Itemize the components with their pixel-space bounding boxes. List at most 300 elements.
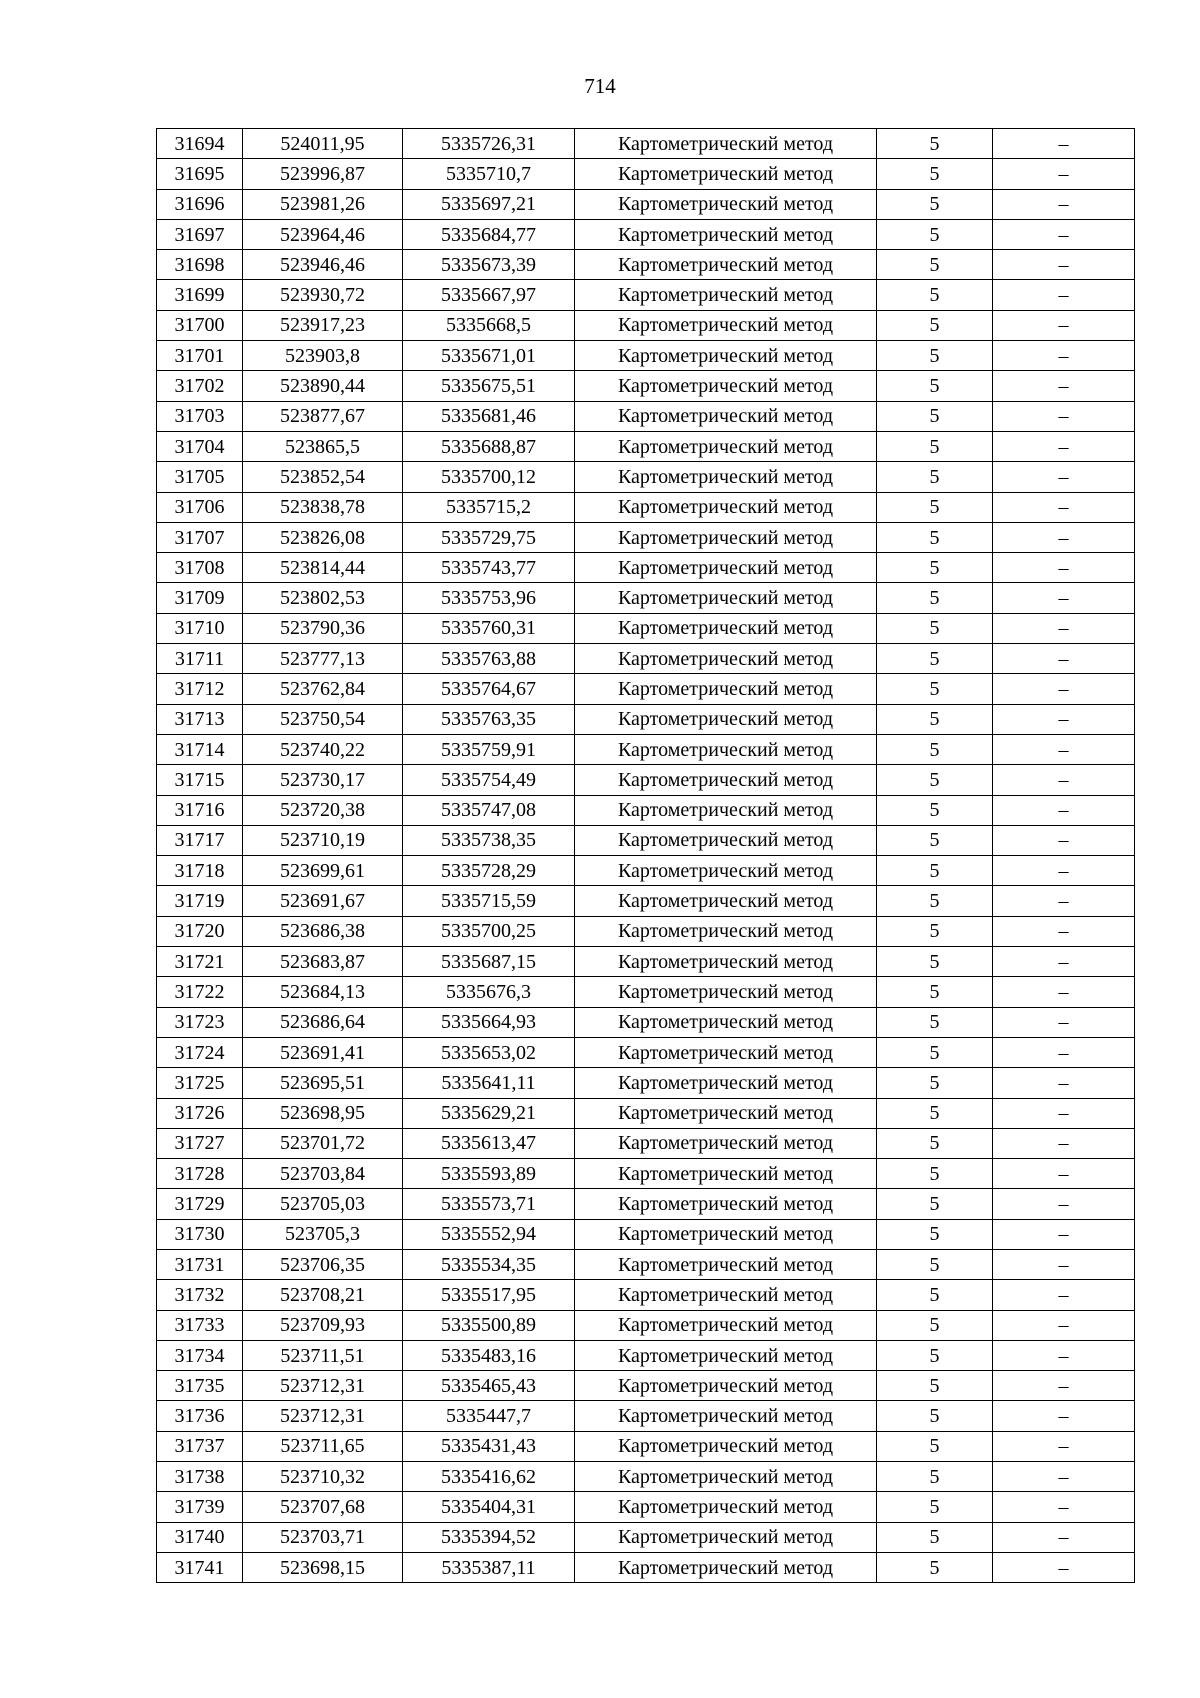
y-coordinate-cell: 5335729,75: [403, 522, 575, 552]
y-coordinate-cell: 5335760,31: [403, 613, 575, 643]
description-cell: –: [993, 462, 1135, 492]
description-cell: –: [993, 765, 1135, 795]
table-row: [157, 947, 1135, 977]
table-row: [157, 583, 1135, 613]
table-row: [157, 644, 1135, 674]
method-cell: Картометрический метод: [575, 1189, 877, 1219]
y-coordinate-cell: 5335763,35: [403, 704, 575, 734]
description-cell: –: [993, 129, 1135, 159]
y-coordinate-cell: 5335726,31: [403, 129, 575, 159]
y-coordinate-cell: 5335613,47: [403, 1128, 575, 1158]
description-cell: –: [993, 219, 1135, 249]
x-coordinate-cell: 523705,3: [243, 1219, 403, 1249]
y-coordinate-cell: 5335573,71: [403, 1189, 575, 1219]
y-coordinate-cell: 5335753,96: [403, 583, 575, 613]
point-number-cell: 31696: [157, 189, 243, 219]
method-cell: Картометрический метод: [575, 1219, 877, 1249]
x-coordinate-cell: 523838,78: [243, 492, 403, 522]
table-row: [157, 613, 1135, 643]
description-cell: –: [993, 1068, 1135, 1098]
accuracy-cell: 5: [877, 674, 993, 704]
method-cell: Картометрический метод: [575, 1280, 877, 1310]
point-number-cell: 31731: [157, 1249, 243, 1279]
point-number-cell: 31722: [157, 977, 243, 1007]
table-row: [157, 250, 1135, 280]
table-row: [157, 734, 1135, 764]
description-cell: –: [993, 341, 1135, 371]
table-row: [157, 522, 1135, 552]
accuracy-cell: 5: [877, 129, 993, 159]
y-coordinate-cell: 5335688,87: [403, 431, 575, 461]
y-coordinate-cell: 5335754,49: [403, 765, 575, 795]
description-cell: –: [993, 1340, 1135, 1370]
point-number-cell: 31717: [157, 825, 243, 855]
description-cell: –: [993, 1037, 1135, 1067]
point-number-cell: 31733: [157, 1310, 243, 1340]
x-coordinate-cell: 523710,32: [243, 1462, 403, 1492]
y-coordinate-cell: 5335500,89: [403, 1310, 575, 1340]
method-cell: Картометрический метод: [575, 1098, 877, 1128]
description-cell: –: [993, 916, 1135, 946]
table-row: [157, 159, 1135, 189]
description-cell: –: [993, 159, 1135, 189]
method-cell: Картометрический метод: [575, 431, 877, 461]
method-cell: Картометрический метод: [575, 734, 877, 764]
accuracy-cell: 5: [877, 613, 993, 643]
y-coordinate-cell: 5335673,39: [403, 250, 575, 280]
y-coordinate-cell: 5335684,77: [403, 219, 575, 249]
description-cell: –: [993, 431, 1135, 461]
accuracy-cell: 5: [877, 1159, 993, 1189]
accuracy-cell: 5: [877, 765, 993, 795]
page-number: 714: [584, 74, 616, 98]
accuracy-cell: 5: [877, 431, 993, 461]
y-coordinate-cell: 5335764,67: [403, 674, 575, 704]
point-number-cell: 31705: [157, 462, 243, 492]
method-cell: Картометрический метод: [575, 1492, 877, 1522]
method-cell: Картометрический метод: [575, 856, 877, 886]
accuracy-cell: 5: [877, 856, 993, 886]
method-cell: Картометрический метод: [575, 189, 877, 219]
x-coordinate-cell: 523740,22: [243, 734, 403, 764]
description-cell: –: [993, 1249, 1135, 1279]
description-cell: –: [993, 674, 1135, 704]
accuracy-cell: 5: [877, 1068, 993, 1098]
table-row: [157, 1219, 1135, 1249]
x-coordinate-cell: 523826,08: [243, 522, 403, 552]
accuracy-cell: 5: [877, 916, 993, 946]
table-row: [157, 1462, 1135, 1492]
method-cell: Картометрический метод: [575, 704, 877, 734]
accuracy-cell: 5: [877, 1462, 993, 1492]
x-coordinate-cell: 523730,17: [243, 765, 403, 795]
description-cell: –: [993, 734, 1135, 764]
coordinates-table: [156, 128, 1135, 1583]
method-cell: Картометрический метод: [575, 1037, 877, 1067]
point-number-cell: 31723: [157, 1007, 243, 1037]
description-cell: –: [993, 553, 1135, 583]
accuracy-cell: 5: [877, 825, 993, 855]
y-coordinate-cell: 5335687,15: [403, 947, 575, 977]
point-number-cell: 31695: [157, 159, 243, 189]
point-number-cell: 31703: [157, 401, 243, 431]
y-coordinate-cell: 5335416,62: [403, 1462, 575, 1492]
point-number-cell: 31721: [157, 947, 243, 977]
y-coordinate-cell: 5335664,93: [403, 1007, 575, 1037]
accuracy-cell: 5: [877, 492, 993, 522]
description-cell: –: [993, 856, 1135, 886]
method-cell: Картометрический метод: [575, 1159, 877, 1189]
y-coordinate-cell: 5335593,89: [403, 1159, 575, 1189]
point-number-cell: 31702: [157, 371, 243, 401]
table-row: [157, 916, 1135, 946]
point-number-cell: 31735: [157, 1371, 243, 1401]
x-coordinate-cell: 523917,23: [243, 310, 403, 340]
description-cell: –: [993, 1401, 1135, 1431]
x-coordinate-cell: 523790,36: [243, 613, 403, 643]
x-coordinate-cell: 523707,68: [243, 1492, 403, 1522]
y-coordinate-cell: 5335715,59: [403, 886, 575, 916]
method-cell: Картометрический метод: [575, 1310, 877, 1340]
accuracy-cell: 5: [877, 1128, 993, 1158]
description-cell: –: [993, 1189, 1135, 1219]
point-number-cell: 31714: [157, 734, 243, 764]
description-cell: –: [993, 1431, 1135, 1461]
method-cell: Картометрический метод: [575, 1431, 877, 1461]
accuracy-cell: 5: [877, 1492, 993, 1522]
accuracy-cell: 5: [877, 219, 993, 249]
description-cell: –: [993, 310, 1135, 340]
x-coordinate-cell: 523684,13: [243, 977, 403, 1007]
x-coordinate-cell: 523996,87: [243, 159, 403, 189]
description-cell: –: [993, 947, 1135, 977]
x-coordinate-cell: 523946,46: [243, 250, 403, 280]
x-coordinate-cell: 523703,71: [243, 1522, 403, 1552]
accuracy-cell: 5: [877, 401, 993, 431]
accuracy-cell: 5: [877, 583, 993, 613]
accuracy-cell: 5: [877, 1037, 993, 1067]
accuracy-cell: 5: [877, 371, 993, 401]
method-cell: Картометрический метод: [575, 1340, 877, 1370]
description-cell: –: [993, 1371, 1135, 1401]
accuracy-cell: 5: [877, 280, 993, 310]
y-coordinate-cell: 5335668,5: [403, 310, 575, 340]
x-coordinate-cell: 523762,84: [243, 674, 403, 704]
point-number-cell: 31730: [157, 1219, 243, 1249]
description-cell: –: [993, 1280, 1135, 1310]
table-row: [157, 189, 1135, 219]
description-cell: –: [993, 644, 1135, 674]
method-cell: Картометрический метод: [575, 765, 877, 795]
y-coordinate-cell: 5335387,11: [403, 1552, 575, 1582]
method-cell: Картометрический метод: [575, 280, 877, 310]
point-number-cell: 31741: [157, 1552, 243, 1582]
point-number-cell: 31716: [157, 795, 243, 825]
x-coordinate-cell: 523708,21: [243, 1280, 403, 1310]
table-row: [157, 1431, 1135, 1461]
x-coordinate-cell: 523686,64: [243, 1007, 403, 1037]
point-number-cell: 31738: [157, 1462, 243, 1492]
method-cell: Картометрический метод: [575, 462, 877, 492]
x-coordinate-cell: 523877,67: [243, 401, 403, 431]
point-number-cell: 31719: [157, 886, 243, 916]
x-coordinate-cell: 523695,51: [243, 1068, 403, 1098]
table-row: [157, 1401, 1135, 1431]
description-cell: –: [993, 977, 1135, 1007]
x-coordinate-cell: 523814,44: [243, 553, 403, 583]
method-cell: Картометрический метод: [575, 553, 877, 583]
x-coordinate-cell: 523706,35: [243, 1249, 403, 1279]
description-cell: –: [993, 371, 1135, 401]
x-coordinate-cell: 523981,26: [243, 189, 403, 219]
point-number-cell: 31711: [157, 644, 243, 674]
point-number-cell: 31728: [157, 1159, 243, 1189]
method-cell: Картометрический метод: [575, 825, 877, 855]
x-coordinate-cell: 523711,51: [243, 1340, 403, 1370]
x-coordinate-cell: 523903,8: [243, 341, 403, 371]
accuracy-cell: 5: [877, 522, 993, 552]
description-cell: –: [993, 522, 1135, 552]
point-number-cell: 31732: [157, 1280, 243, 1310]
table-row: [157, 1371, 1135, 1401]
accuracy-cell: 5: [877, 341, 993, 371]
accuracy-cell: 5: [877, 1522, 993, 1552]
x-coordinate-cell: 523691,41: [243, 1037, 403, 1067]
description-cell: –: [993, 1492, 1135, 1522]
point-number-cell: 31707: [157, 522, 243, 552]
description-cell: –: [993, 795, 1135, 825]
y-coordinate-cell: 5335676,3: [403, 977, 575, 1007]
table-row: [157, 492, 1135, 522]
description-cell: –: [993, 1159, 1135, 1189]
table-row: [157, 1522, 1135, 1552]
point-number-cell: 31701: [157, 341, 243, 371]
description-cell: –: [993, 250, 1135, 280]
y-coordinate-cell: 5335743,77: [403, 553, 575, 583]
description-cell: –: [993, 1310, 1135, 1340]
y-coordinate-cell: 5335431,43: [403, 1431, 575, 1461]
accuracy-cell: 5: [877, 704, 993, 734]
table-row: [157, 795, 1135, 825]
table-row: [157, 341, 1135, 371]
table-row: [157, 310, 1135, 340]
table-row: [157, 1189, 1135, 1219]
accuracy-cell: 5: [877, 553, 993, 583]
y-coordinate-cell: 5335517,95: [403, 1280, 575, 1310]
method-cell: Картометрический метод: [575, 1068, 877, 1098]
x-coordinate-cell: 523890,44: [243, 371, 403, 401]
method-cell: Картометрический метод: [575, 310, 877, 340]
x-coordinate-cell: 523709,93: [243, 1310, 403, 1340]
y-coordinate-cell: 5335404,31: [403, 1492, 575, 1522]
point-number-cell: 31698: [157, 250, 243, 280]
table-row: [157, 1340, 1135, 1370]
point-number-cell: 31706: [157, 492, 243, 522]
x-coordinate-cell: 523712,31: [243, 1401, 403, 1431]
x-coordinate-cell: 523964,46: [243, 219, 403, 249]
y-coordinate-cell: 5335675,51: [403, 371, 575, 401]
method-cell: Картометрический метод: [575, 129, 877, 159]
point-number-cell: 31708: [157, 553, 243, 583]
y-coordinate-cell: 5335667,97: [403, 280, 575, 310]
accuracy-cell: 5: [877, 310, 993, 340]
x-coordinate-cell: 523705,03: [243, 1189, 403, 1219]
x-coordinate-cell: 523691,67: [243, 886, 403, 916]
table-row: [157, 1068, 1135, 1098]
method-cell: Картометрический метод: [575, 674, 877, 704]
accuracy-cell: 5: [877, 795, 993, 825]
table-row: [157, 129, 1135, 159]
method-cell: Картометрический метод: [575, 219, 877, 249]
point-number-cell: 31709: [157, 583, 243, 613]
description-cell: –: [993, 492, 1135, 522]
y-coordinate-cell: 5335394,52: [403, 1522, 575, 1552]
accuracy-cell: 5: [877, 1007, 993, 1037]
table-row: [157, 553, 1135, 583]
description-cell: –: [993, 280, 1135, 310]
point-number-cell: 31712: [157, 674, 243, 704]
accuracy-cell: 5: [877, 1249, 993, 1279]
x-coordinate-cell: 523720,38: [243, 795, 403, 825]
point-number-cell: 31704: [157, 431, 243, 461]
y-coordinate-cell: 5335700,12: [403, 462, 575, 492]
description-cell: –: [993, 583, 1135, 613]
x-coordinate-cell: 523703,84: [243, 1159, 403, 1189]
table-row: [157, 1552, 1135, 1582]
point-number-cell: 31725: [157, 1068, 243, 1098]
method-cell: Картометрический метод: [575, 1462, 877, 1492]
accuracy-cell: 5: [877, 462, 993, 492]
accuracy-cell: 5: [877, 1340, 993, 1370]
y-coordinate-cell: 5335653,02: [403, 1037, 575, 1067]
y-coordinate-cell: 5335763,88: [403, 644, 575, 674]
method-cell: Картометрический метод: [575, 371, 877, 401]
method-cell: Картометрический метод: [575, 947, 877, 977]
x-coordinate-cell: 523712,31: [243, 1371, 403, 1401]
accuracy-cell: 5: [877, 159, 993, 189]
table-row: [157, 431, 1135, 461]
description-cell: –: [993, 401, 1135, 431]
accuracy-cell: 5: [877, 734, 993, 764]
method-cell: Картометрический метод: [575, 916, 877, 946]
accuracy-cell: 5: [877, 947, 993, 977]
x-coordinate-cell: 523777,13: [243, 644, 403, 674]
point-number-cell: 31734: [157, 1340, 243, 1370]
point-number-cell: 31736: [157, 1401, 243, 1431]
accuracy-cell: 5: [877, 1310, 993, 1340]
description-cell: –: [993, 613, 1135, 643]
y-coordinate-cell: 5335447,7: [403, 1401, 575, 1431]
x-coordinate-cell: 523711,65: [243, 1431, 403, 1461]
method-cell: Картометрический метод: [575, 1522, 877, 1552]
x-coordinate-cell: 523710,19: [243, 825, 403, 855]
x-coordinate-cell: 523698,95: [243, 1098, 403, 1128]
table-row: [157, 704, 1135, 734]
description-cell: –: [993, 1552, 1135, 1582]
table-row: [157, 1310, 1135, 1340]
table-row: [157, 1098, 1135, 1128]
method-cell: Картометрический метод: [575, 977, 877, 1007]
accuracy-cell: 5: [877, 977, 993, 1007]
point-number-cell: 31694: [157, 129, 243, 159]
method-cell: Картометрический метод: [575, 613, 877, 643]
point-number-cell: 31700: [157, 310, 243, 340]
point-number-cell: 31720: [157, 916, 243, 946]
y-coordinate-cell: 5335710,7: [403, 159, 575, 189]
x-coordinate-cell: 523852,54: [243, 462, 403, 492]
point-number-cell: 31727: [157, 1128, 243, 1158]
description-cell: –: [993, 1219, 1135, 1249]
description-cell: –: [993, 189, 1135, 219]
point-number-cell: 31729: [157, 1189, 243, 1219]
x-coordinate-cell: 523686,38: [243, 916, 403, 946]
x-coordinate-cell: 523865,5: [243, 431, 403, 461]
table-row: [157, 1037, 1135, 1067]
point-number-cell: 31724: [157, 1037, 243, 1067]
method-cell: Картометрический метод: [575, 583, 877, 613]
table-row: [157, 977, 1135, 1007]
description-cell: –: [993, 1098, 1135, 1128]
x-coordinate-cell: 524011,95: [243, 129, 403, 159]
y-coordinate-cell: 5335629,21: [403, 1098, 575, 1128]
y-coordinate-cell: 5335534,35: [403, 1249, 575, 1279]
method-cell: Картометрический метод: [575, 341, 877, 371]
table-row: [157, 674, 1135, 704]
method-cell: Картометрический метод: [575, 644, 877, 674]
x-coordinate-cell: 523750,54: [243, 704, 403, 734]
method-cell: Картометрический метод: [575, 1371, 877, 1401]
y-coordinate-cell: 5335715,2: [403, 492, 575, 522]
y-coordinate-cell: 5335738,35: [403, 825, 575, 855]
table-row: [157, 462, 1135, 492]
accuracy-cell: 5: [877, 1280, 993, 1310]
x-coordinate-cell: 523802,53: [243, 583, 403, 613]
accuracy-cell: 5: [877, 1371, 993, 1401]
accuracy-cell: 5: [877, 1401, 993, 1431]
table-row: [157, 886, 1135, 916]
method-cell: Картометрический метод: [575, 159, 877, 189]
point-number-cell: 31699: [157, 280, 243, 310]
x-coordinate-cell: 523699,61: [243, 856, 403, 886]
y-coordinate-cell: 5335728,29: [403, 856, 575, 886]
point-number-cell: 31697: [157, 219, 243, 249]
description-cell: –: [993, 704, 1135, 734]
y-coordinate-cell: 5335747,08: [403, 795, 575, 825]
accuracy-cell: 5: [877, 1219, 993, 1249]
table-row: [157, 765, 1135, 795]
description-cell: –: [993, 1128, 1135, 1158]
table-row: [157, 1007, 1135, 1037]
table-row: [157, 825, 1135, 855]
y-coordinate-cell: 5335641,11: [403, 1068, 575, 1098]
description-cell: –: [993, 1462, 1135, 1492]
accuracy-cell: 5: [877, 1189, 993, 1219]
description-cell: –: [993, 825, 1135, 855]
method-cell: Картометрический метод: [575, 401, 877, 431]
y-coordinate-cell: 5335700,25: [403, 916, 575, 946]
point-number-cell: 31715: [157, 765, 243, 795]
y-coordinate-cell: 5335465,43: [403, 1371, 575, 1401]
method-cell: Картометрический метод: [575, 522, 877, 552]
table-row: [157, 1492, 1135, 1522]
y-coordinate-cell: 5335759,91: [403, 734, 575, 764]
description-cell: –: [993, 886, 1135, 916]
point-number-cell: 31718: [157, 856, 243, 886]
point-number-cell: 31737: [157, 1431, 243, 1461]
method-cell: Картометрический метод: [575, 795, 877, 825]
method-cell: Картометрический метод: [575, 1007, 877, 1037]
table-row: [157, 856, 1135, 886]
